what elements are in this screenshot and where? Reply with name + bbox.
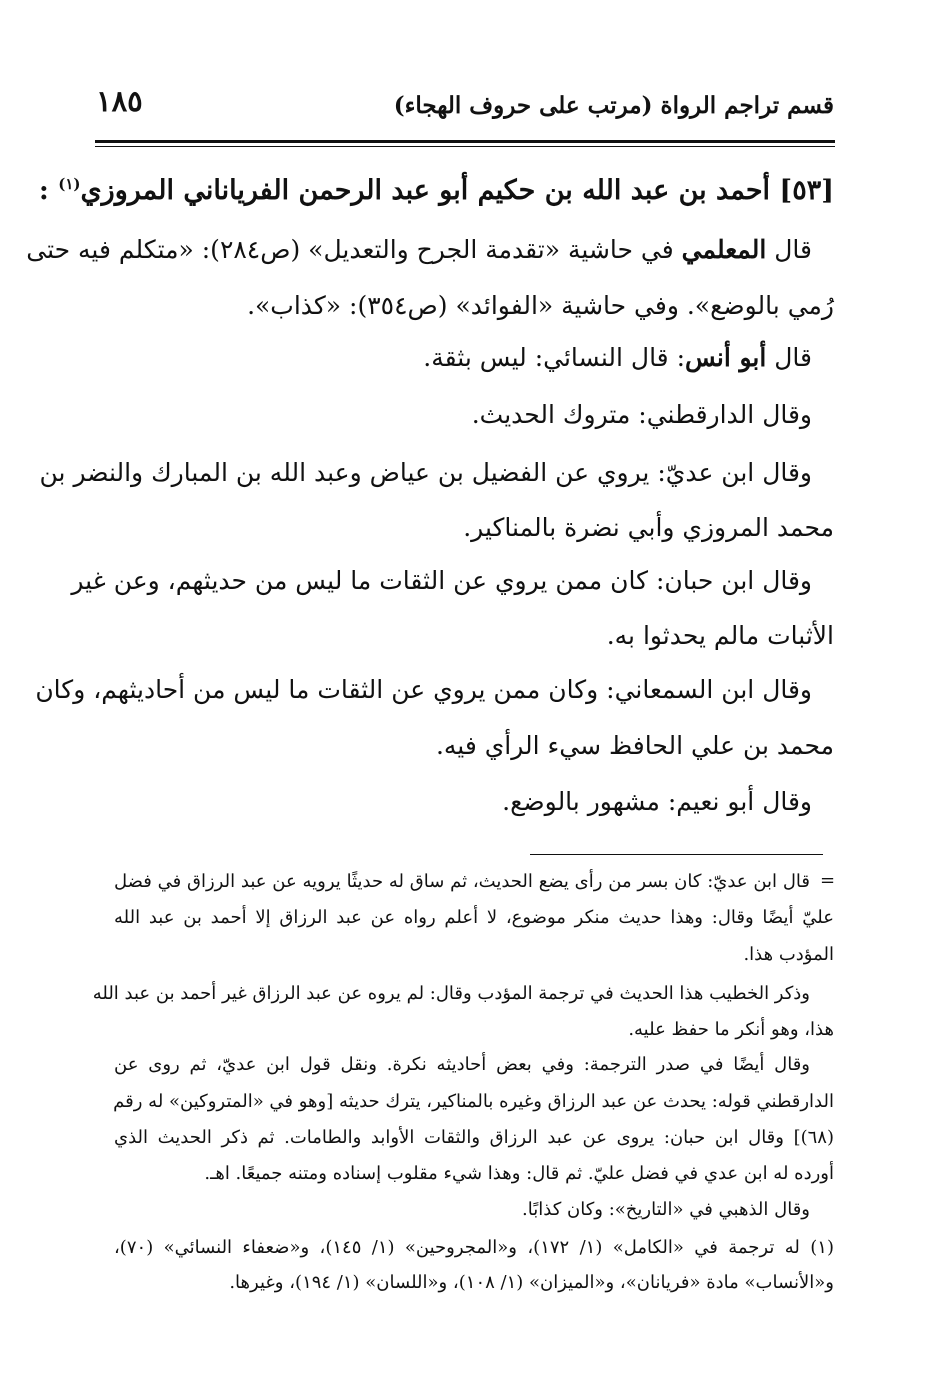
paragraph-line xyxy=(94,342,812,374)
footnote-line: وذكر الخطيب هذا الحديث في ترجمة المؤدب وقال: لم يروه عن عبد الرزاق غير أحمد بن عبد الله xyxy=(92,983,810,1004)
footnote-line: (١) له ترجمة في «الكامل» (١/ ١٧٢)، و«المجروحين» (١/ ١٤٥)، و«ضعفاء النسائي» (٧٠)، xyxy=(114,1237,834,1258)
footnote-line: وقال الذهبي في «التاريخ»: وكان كذابًا. xyxy=(522,1199,810,1220)
text-run: قال xyxy=(766,343,812,372)
footnote-line: هذا، وهو أنكر ما حفظ عليه. xyxy=(628,1019,834,1040)
header-rule-thick xyxy=(95,140,835,143)
paragraph-line: محمد المروزي وأبي نضرة بالمناكير. xyxy=(463,513,834,542)
footnote-line: و«الأنساب» مادة «فريانان»، و«الميزان» (١/ ١٠٨)، و«اللسان» (١/ ١٩٤)، وغيرها. xyxy=(229,1272,834,1293)
footnote-reference[interactable]: (١) xyxy=(58,175,81,193)
entry-heading xyxy=(38,168,834,207)
footnote-line: أورده له ابن عدي في فضل عليّ. ثم قال: وهذا شيء مقلوب إسناده ومتنه جميعًا. اهـ. xyxy=(204,1163,834,1184)
running-header-title: قسم تراجم الرواة (مرتب على حروف الهجاء) xyxy=(393,92,834,119)
footnote-separator xyxy=(530,854,823,855)
paragraph-line: وقال ابن عديّ: يروي عن الفضيل بن عياض وعبد الله بن المبارك والنضر بن xyxy=(39,458,812,487)
scholar-name: المعلمي xyxy=(681,235,767,264)
footnote-line: المؤدب هذا. xyxy=(743,944,834,965)
continuation-mark: = xyxy=(820,870,836,891)
paragraph-line: وقال الدارقطني: متروك الحديث. xyxy=(471,400,812,429)
author-name: أبو أنس xyxy=(685,343,767,372)
footnote-line: الدارقطني قوله: يحدث عن عبد الرزاق وغيره بالمناكير، يترك حديثه [وهو في «المتروكين» له رقم xyxy=(113,1091,834,1112)
paragraph-line: رُمي بالوضع». وفي حاشية «الفوائد» (ص٣٥٤): «كذاب». xyxy=(247,291,834,320)
footnote-line: عليّ أيضًا وقال: وهذا حديث منكر موضوع، لا أعلم رواه عن عبد الرزاق إلا أحمد بن عبد الله xyxy=(114,907,834,928)
paragraph-line: وقال ابن حبان: كان ممن يروي عن الثقات ما ليس من حديثهم، وعن غير xyxy=(71,566,812,595)
text-run: : قال النسائي: ليس بثقة. xyxy=(423,343,685,372)
paragraph-line xyxy=(26,234,812,266)
text-run: قال xyxy=(766,235,812,264)
paragraph-line: وقال ابن السمعاني: وكان ممن يروي عن الثقات ما ليس من أحاديثهم، وكان xyxy=(35,675,812,704)
text-run: في حاشية «تقدمة الجرح والتعديل» (ص٢٨٤): «متكلم فيه حتى xyxy=(26,235,682,264)
entry-heading-colon: : xyxy=(38,175,49,206)
header-rule-thin xyxy=(95,146,835,147)
footnote-line: (٦٨)] وقال ابن حبان: يروى عن عبد الرزاق والثقات الأوابد والطامات. ثم ذكر الحديث الذي xyxy=(114,1127,834,1148)
footnote-line: وقال أيضًا في صدر الترجمة: وفي بعض أحاديثه نكرة. ونقل قول ابن عديّ، ثم روى عن xyxy=(114,1054,810,1075)
paragraph-line: الأثبات مالم يحدثوا به. xyxy=(606,621,834,650)
entry-heading-text: [٥٣] أحمد بن عبد الله بن حكيم أبو عبد الرحمن الفرياناني المروزي xyxy=(80,175,834,206)
footnote-line: قال ابن عديّ: كان بسر من رأى يضع الحديث، ثم ساق له حديثًا يرويه عن عبد الرزاق في فضل xyxy=(114,871,810,892)
page-number: ١٨٥ xyxy=(96,84,143,118)
paragraph-line: وقال أبو نعيم: مشهور بالوضع. xyxy=(502,787,812,816)
paragraph-line: محمد بن علي الحافظ سيء الرأي فيه. xyxy=(435,731,834,760)
